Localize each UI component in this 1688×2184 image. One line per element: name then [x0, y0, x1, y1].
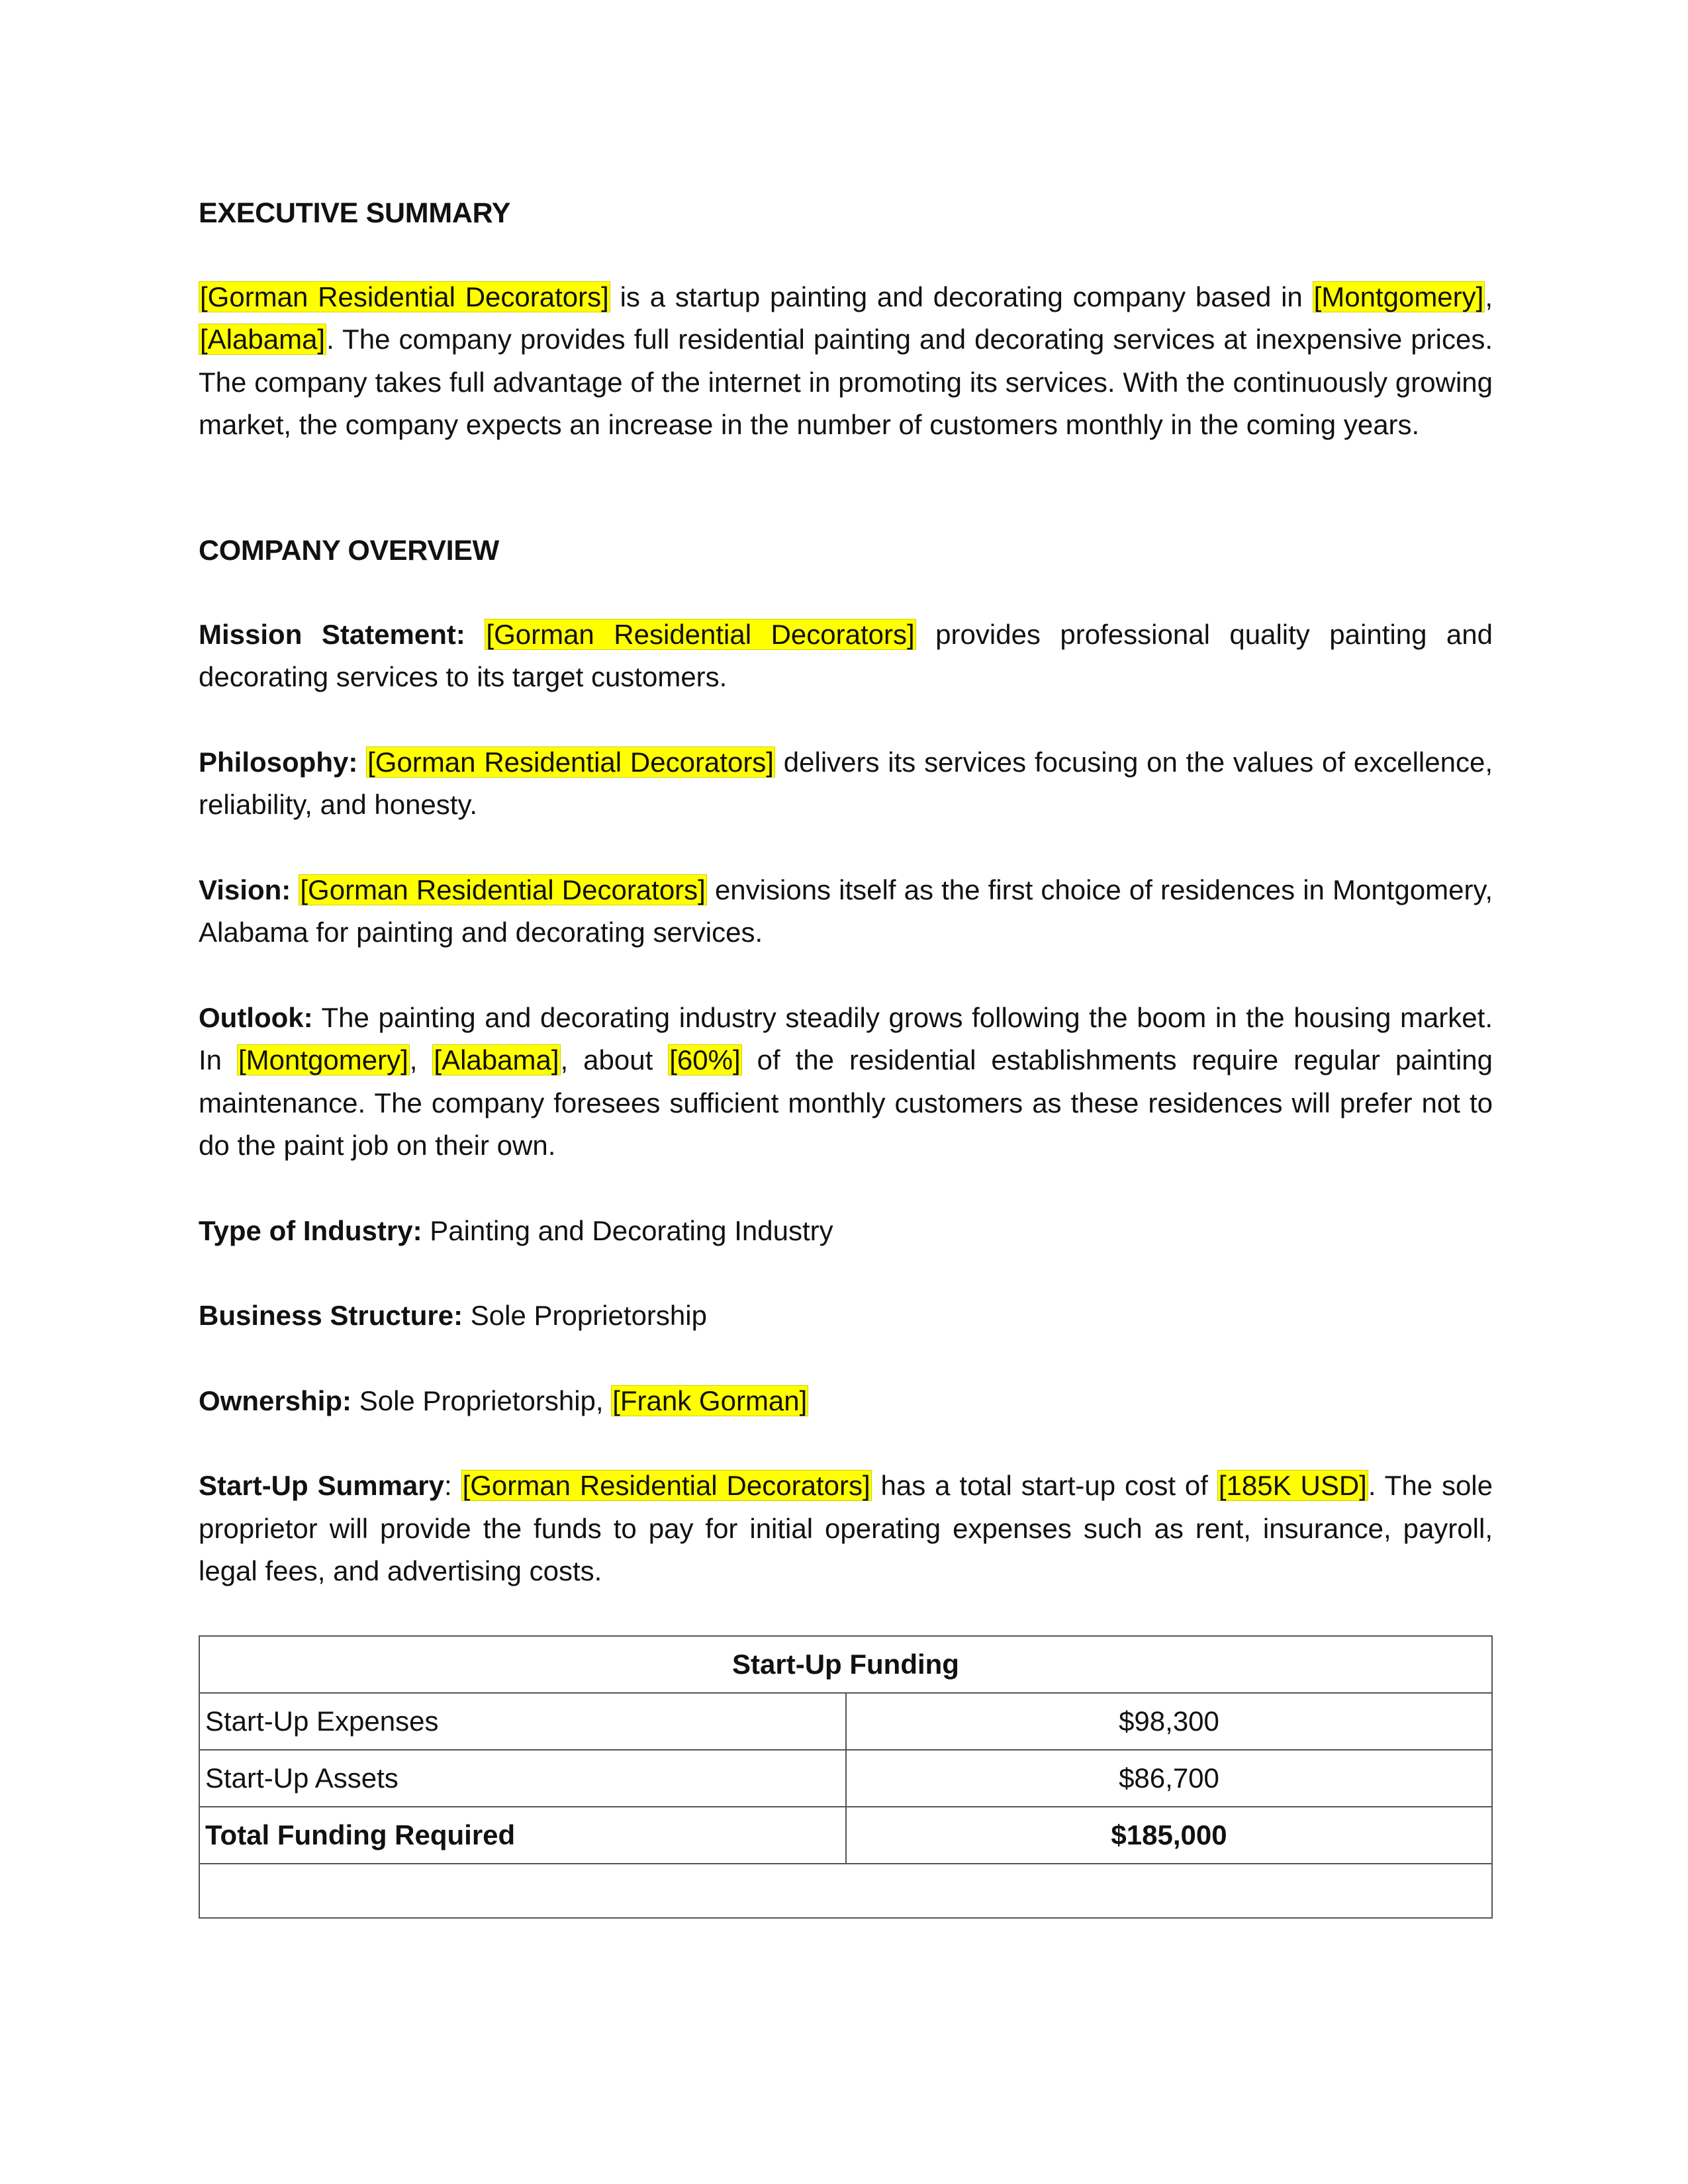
table-title: Start-Up Funding	[199, 1636, 1492, 1693]
table-row	[199, 1750, 1492, 1807]
structure-label: Business Structure:	[199, 1300, 463, 1332]
row-value: $86,700	[846, 1750, 1492, 1807]
vision-label: Vision:	[199, 874, 291, 905]
company-name-placeholder: [Gorman Residential Decorators]	[300, 874, 706, 905]
owner-name-placeholder: [Frank Gorman]	[612, 1385, 808, 1416]
ownership-paragraph: Ownership: Sole Proprietorship, [Frank Gorman]	[199, 1385, 808, 1416]
row-label: Start-Up Assets	[199, 1750, 846, 1807]
table-row	[199, 1693, 1492, 1750]
startup-label: Start-Up Summary	[199, 1470, 444, 1502]
company-name-placeholder: [Gorman Residential Decorators]	[367, 746, 774, 778]
state-placeholder: [Alabama]	[434, 1044, 559, 1076]
executive-summary-heading: EXECUTIVE SUMMARY	[199, 197, 511, 229]
table-total-row	[199, 1807, 1492, 1864]
company-overview-heading: COMPANY OVERVIEW	[199, 534, 499, 567]
document-page	[199, 195, 1493, 1919]
row-label: Start-Up Expenses	[199, 1693, 846, 1750]
industry-paragraph: Type of Industry: Painting and Decorating Industry	[199, 1214, 833, 1246]
company-name-placeholder: [Gorman Residential Decorators]	[462, 1470, 870, 1502]
total-label: Total Funding Required	[199, 1807, 846, 1864]
table-header-row	[199, 1636, 1492, 1693]
city-placeholder: [Montgomery]	[238, 1044, 408, 1076]
empty-cell	[199, 1864, 1492, 1918]
executive-summary-paragraph: [Gorman Residential Decorators] is a startup painting and decorating company based in [Montgomery], [Alabama]. The company provides full residential painting and decorating services at inexpensive prices. The company takes full advantage of the internet in promoting its services. With the continuously growing market, the company expects an increase in the number of customers monthly in the coming years.	[199, 281, 1493, 441]
outlook-paragraph: Outlook: The painting and decorating industry steadily grows following the boom in the housing market. In [Montgomery], [Alabama], about [60%] of the residential establishments require regular painting maintenance. The company foresees sufficient monthly customers as these residences will prefer not to do the paint job on their own.	[199, 1001, 1493, 1161]
vision-paragraph: Vision: [Gorman Residential Decorators] envisions itself as the first choice of residences in Montgomery, Alabama for painting and decorating services.	[199, 874, 1493, 948]
mission-statement-paragraph: Mission Statement: [Gorman Residential Decorators] provides professional quality painting and decorating services to its target customers.	[199, 618, 1493, 693]
state-placeholder: [Alabama]	[200, 324, 326, 355]
ownership-label: Ownership:	[199, 1385, 352, 1416]
philosophy-paragraph: Philosophy: [Gorman Residential Decorators] delivers its services focusing on the values of excellence, reliability, and honesty.	[199, 746, 1493, 821]
philosophy-label: Philosophy:	[199, 746, 358, 778]
row-value: $98,300	[846, 1693, 1492, 1750]
table-empty-row	[199, 1864, 1492, 1918]
outlook-label: Outlook:	[199, 1001, 313, 1033]
startup-funding-table	[199, 1635, 1493, 1919]
startup-summary-paragraph: Start-Up Summary: [Gorman Residential Decorators] has a total start-up cost of [185K USD]. The sole proprietor will provide the funds to pay for initial operating expenses such as rent, insurance, payroll, legal fees, and advertising costs.	[199, 1470, 1493, 1587]
industry-label: Type of Industry:	[199, 1214, 422, 1246]
company-name-placeholder: [Gorman Residential Decorators]	[486, 618, 915, 650]
city-placeholder: [Montgomery]	[1313, 281, 1484, 312]
percent-placeholder: [60%]	[669, 1044, 741, 1076]
cost-placeholder: [185K USD]	[1218, 1470, 1367, 1502]
mission-label: Mission Statement:	[199, 618, 465, 650]
total-value: $185,000	[846, 1807, 1492, 1864]
company-name-placeholder: [Gorman Residential Decorators]	[200, 281, 609, 312]
business-structure-paragraph: Business Structure: Sole Proprietorship	[199, 1300, 707, 1332]
